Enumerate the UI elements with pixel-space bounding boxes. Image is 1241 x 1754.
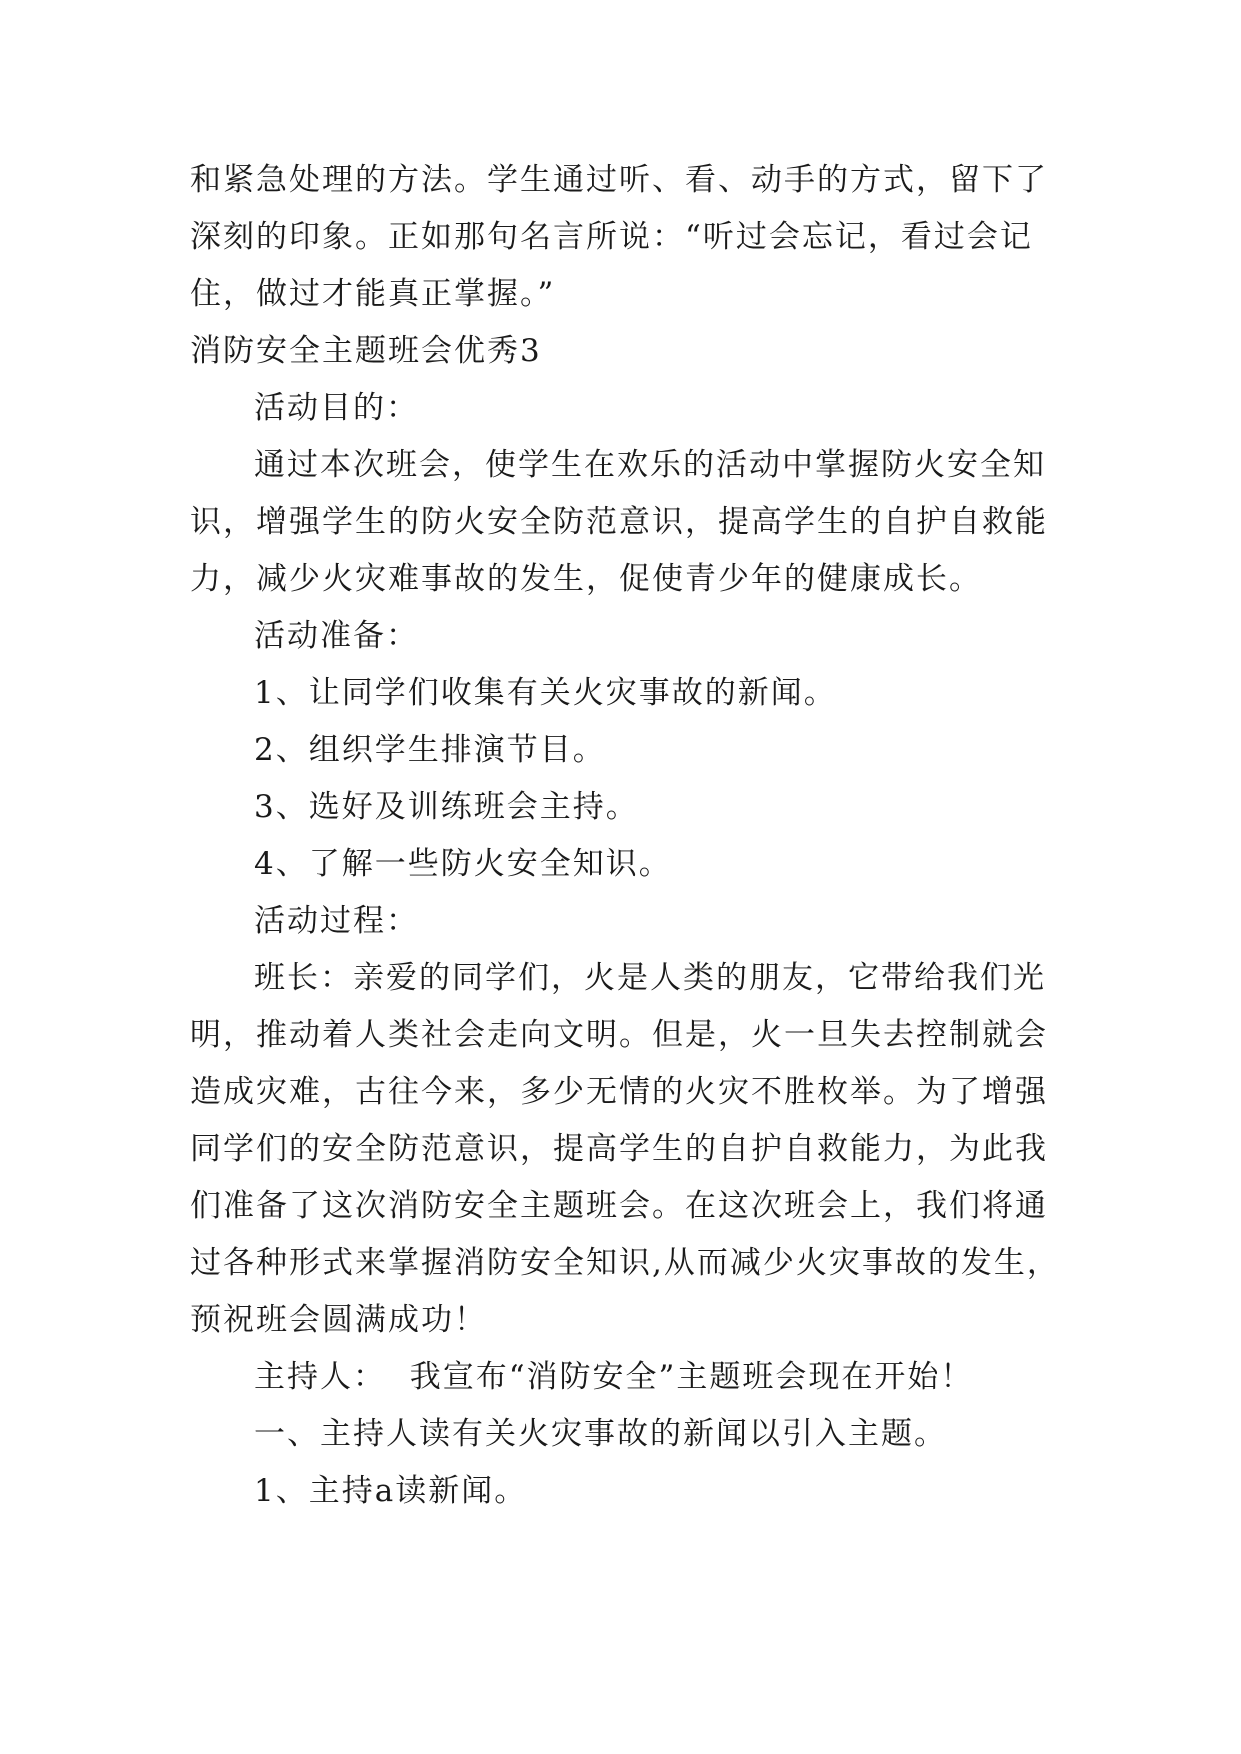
body-text-line: 预祝班会圆满成功！ — [190, 1302, 487, 1338]
body-text-line: 明，推动着人类社会走向文明。但是，火一旦失去控制就会 — [190, 1017, 1048, 1053]
process-heading: 活动过程： — [254, 903, 419, 939]
body-text-line: 们准备了这次消防安全主题班会。在这次班会上，我们将通 — [190, 1188, 1048, 1224]
prep-item: 3、选好及训练班会主持。 — [254, 789, 639, 825]
prep-item: 4、了解一些防火安全知识。 — [254, 846, 672, 882]
body-text-line: 班长：亲爱的同学们，火是人类的朋友，它带给我们光 — [254, 960, 1046, 996]
host-announcement: 主持人： 我宣布“消防安全”主题班会现在开始！ — [254, 1359, 974, 1395]
body-text-line: 过各种形式来掌握消防安全知识,从而减少火灾事故的发生， — [190, 1245, 1060, 1281]
body-text-line: 识，增强学生的防火安全防范意识，提高学生的自护自救能 — [190, 504, 1048, 540]
section-title: 消防安全主题班会优秀3 — [190, 333, 542, 369]
body-text-line: 通过本次班会，使学生在欢乐的活动中掌握防火安全知 — [254, 447, 1046, 483]
body-text-line: 深刻的印象。正如那句名言所说：“听过会忘记，看过会记 — [190, 219, 1033, 255]
body-text-line: 同学们的安全防范意识，提高学生的自护自救能力，为此我 — [190, 1131, 1048, 1167]
prep-item: 1、让同学们收集有关火灾事故的新闻。 — [254, 675, 837, 711]
step-heading: 一、主持人读有关火灾事故的新闻以引入主题。 — [254, 1416, 947, 1452]
body-text-line: 和紧急处理的方法。学生通过听、看、动手的方式，留下了 — [190, 162, 1048, 198]
goal-heading: 活动目的： — [254, 390, 419, 426]
body-text-line: 力，减少火灾难事故的发生，促使青少年的健康成长。 — [190, 561, 982, 597]
body-text-line: 造成灾难，古往今来，多少无情的火灾不胜枚举。为了增强 — [190, 1074, 1048, 1110]
prep-heading: 活动准备： — [254, 618, 419, 654]
prep-item: 2、组织学生排演节目。 — [254, 732, 606, 768]
document-body — [190, 152, 1060, 1520]
body-text-line: 住，做过才能真正掌握。” — [190, 276, 556, 312]
step-item: 1、主持a读新闻。 — [254, 1473, 528, 1509]
